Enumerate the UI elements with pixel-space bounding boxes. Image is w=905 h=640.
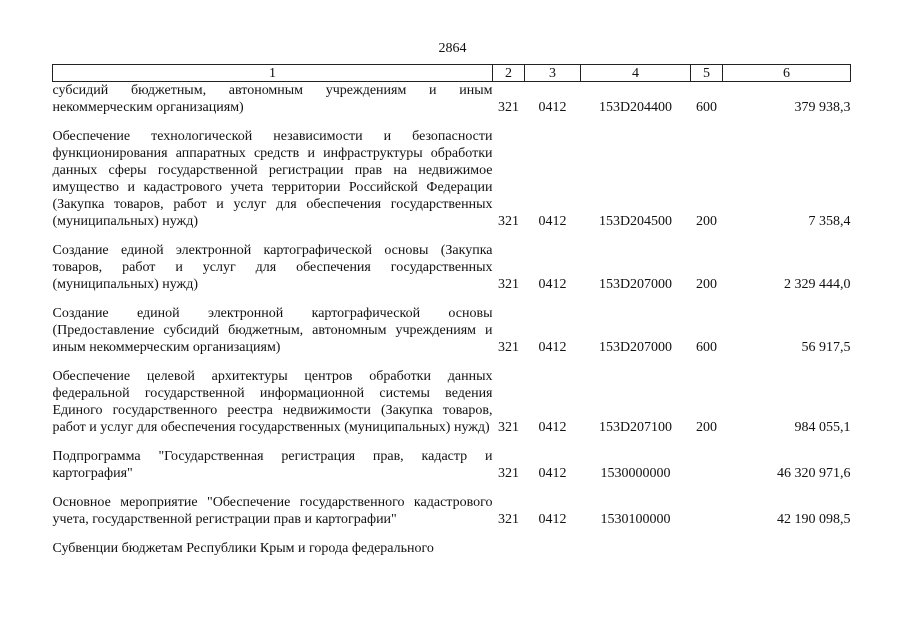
row-section-code: 0412 xyxy=(538,340,567,355)
row-description: Субвенции бюджетам Республики Крым и города федерального xyxy=(52,541,434,556)
table-row xyxy=(53,305,851,356)
row-ministry-code xyxy=(493,540,525,557)
column-header: 3 xyxy=(525,65,581,82)
row-amount: 46 320 971,6 xyxy=(777,466,851,481)
row-amount xyxy=(723,540,851,557)
row-expense-type xyxy=(691,448,723,482)
row-target-article: 153D207100 xyxy=(598,420,673,435)
row-ministry-code: 321 xyxy=(498,214,519,229)
row-section-code: 0412 xyxy=(538,100,567,115)
column-header: 6 xyxy=(723,65,851,82)
row-description: Создание единой электронной картографической основы (Предоставление субсидий бюджетным, автономным учреждениям и иным некоммерческим организациям) xyxy=(52,306,493,355)
column-header: 5 xyxy=(691,65,723,82)
row-expense-type: 200 xyxy=(696,277,717,292)
row-target-article xyxy=(581,540,691,557)
row-ministry-code: 321 xyxy=(498,277,519,292)
row-target-article: 153D207000 xyxy=(598,277,673,292)
row-section-code xyxy=(525,540,581,557)
page-number: 2864 xyxy=(438,41,467,56)
row-expense-type: 600 xyxy=(696,340,717,355)
row-description: Подпрограмма "Государственная регистрация прав, кадастр и картография" xyxy=(52,449,493,481)
row-ministry-code: 321 xyxy=(498,512,519,527)
row-section-code: 0412 xyxy=(538,420,567,435)
row-target-article: 1530100000 xyxy=(600,512,671,527)
row-ministry-code: 321 xyxy=(498,100,519,115)
row-target-article: 153D204500 xyxy=(598,214,673,229)
row-ministry-code: 321 xyxy=(498,466,519,481)
table-row xyxy=(53,242,851,293)
row-section-code: 0412 xyxy=(538,214,567,229)
row-amount: 379 938,3 xyxy=(794,100,851,115)
row-expense-type: 200 xyxy=(696,420,717,435)
row-target-article: 1530000000 xyxy=(600,466,671,481)
row-target-article: 153D207000 xyxy=(598,340,673,355)
row-description: Основное мероприятие "Обеспечение государственного кадастрового учета, государственной регистрации прав и картографии" xyxy=(52,495,493,527)
table-row xyxy=(53,128,851,230)
table-row xyxy=(53,540,851,557)
column-header: 2 xyxy=(493,65,525,82)
budget-table xyxy=(52,64,851,557)
row-amount: 56 917,5 xyxy=(801,340,851,355)
row-description: Создание единой электронной картографической основы (Закупка товаров, работ и услуг для обеспечения государственных (муниципальных) нужд) xyxy=(52,243,493,292)
row-expense-type: 200 xyxy=(696,214,717,229)
table-row xyxy=(53,368,851,436)
row-section-code: 0412 xyxy=(538,466,567,481)
row-description: Обеспечение технологической независимости и безопасности функционирования аппаратных средств и инфраструктуры обработки данных сферы государственной регистрации прав на недвижимое имущество и кадастрового учета территории Российской Федерации (Закупка товаров, работ и услуг для обеспечения государственных (муниципальных) нужд) xyxy=(52,129,493,229)
table-row xyxy=(53,448,851,482)
row-description: субсидий бюджетным, автономным учреждениям и иным некоммерческим организациям) xyxy=(52,83,493,115)
row-target-article: 153D204400 xyxy=(598,100,673,115)
table-row xyxy=(53,82,851,117)
row-expense-type xyxy=(691,494,723,528)
row-amount: 42 190 098,5 xyxy=(777,512,851,527)
table-header-row xyxy=(53,65,851,82)
row-description: Обеспечение целевой архитектуры центров обработки данных федеральной государственной информационной системы ведения Единого государственного реестра недвижимости (Закупка товаров, работ и услуг для обеспечения государственных (муниципальных) нужд) xyxy=(52,369,493,435)
row-ministry-code: 321 xyxy=(498,420,519,435)
column-header: 1 xyxy=(53,65,493,82)
table-row xyxy=(53,494,851,528)
row-section-code: 0412 xyxy=(538,277,567,292)
row-amount: 7 358,4 xyxy=(808,214,851,229)
column-header: 4 xyxy=(581,65,691,82)
row-expense-type: 600 xyxy=(696,100,717,115)
row-expense-type xyxy=(691,540,723,557)
row-ministry-code: 321 xyxy=(498,340,519,355)
row-amount: 2 329 444,0 xyxy=(784,277,851,292)
row-amount: 984 055,1 xyxy=(794,420,851,435)
row-section-code: 0412 xyxy=(538,512,567,527)
